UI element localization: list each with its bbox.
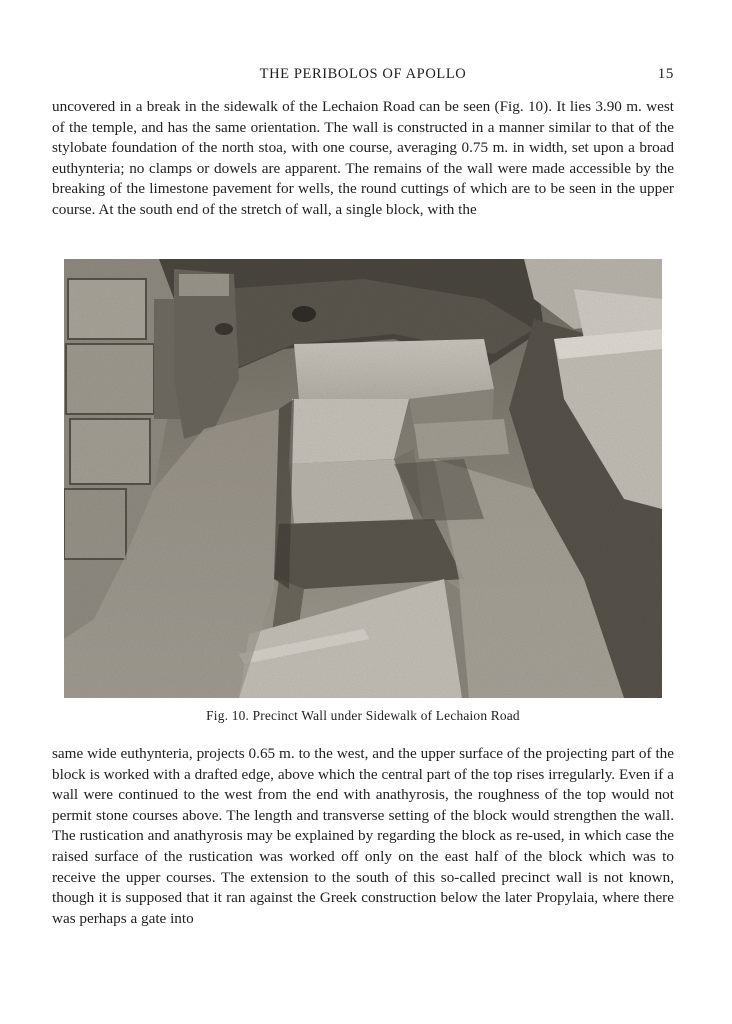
running-title: THE PERIBOLOS OF APOLLO — [259, 66, 467, 82]
body-text-bottom — [52, 744, 674, 929]
running-head — [52, 66, 674, 88]
excavation-photograph — [64, 259, 662, 698]
paragraph-top: uncovered in a break in the sidewalk of the Lechaion Road can be seen (Fig. 10). It lies 3.90 m. west of the temple, and has the same orientation. The wall is constructed in a manner similar to that of the stylobate foundation of the north stoa, with one course, averaging 0.75 m. in width, set upon a broad euthynteria; no clamps or dowels are apparent. The remains of the wall were made accessible by the breaking of the limestone pavement for wells, the round cuttings of which are to be seen in the upper course. At the south end of the stretch of wall, a single block, with the — [52, 98, 674, 218]
figure-caption: Fig. 10. Precinct Wall under Sidewalk of Lechaion Road — [206, 708, 520, 723]
body-text-top — [52, 97, 674, 221]
paragraph-bottom: same wide euthynteria, projects 0.65 m. to the west, and the upper surface of the projecting part of the block is worked with a drafted edge, above which the central part of the top rises irregularly. Even if a wall were continued to the west from the end with anathyrosis, the roughness of the top would not permit stone courses above. The length and transverse setting of the block would strengthen the wall. The rustication and anathyrosis may be explained by regarding the block as re-used, in which case the raised surface of the rustication was worked off only on the east half of the block which was to receive the upper courses. The extension to the south of this so-called precinct wall is not known, though it is supposed that it ran against the Greek construction below the later Propylaia, where there was perhaps a gate into — [52, 745, 674, 927]
page-number: 15 — [657, 66, 674, 82]
